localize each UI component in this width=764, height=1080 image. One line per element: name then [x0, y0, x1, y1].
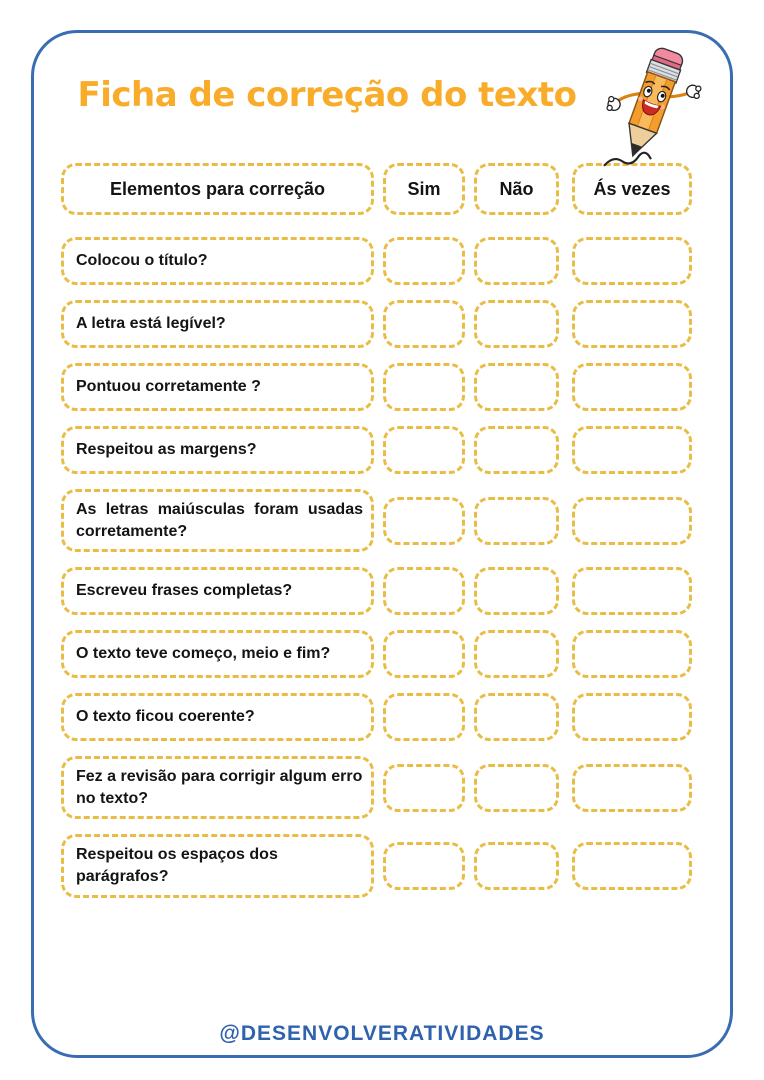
checkbox-cell-nao[interactable]: [474, 567, 559, 615]
header-nao: [474, 163, 559, 215]
question-row: [61, 426, 730, 474]
header-elements-label: Elementos para correção: [109, 178, 326, 199]
checkbox-cell-asvezes[interactable]: [572, 842, 692, 890]
question-row: [61, 756, 730, 819]
question-label: Escreveu frases completas?: [76, 582, 293, 600]
checkbox-cell-nao[interactable]: [474, 300, 559, 348]
checkbox-cell-sim[interactable]: [383, 842, 465, 890]
pencil-mascot-icon: [596, 41, 710, 173]
checkbox-cell-asvezes[interactable]: [572, 630, 692, 678]
checkbox-cell-asvezes[interactable]: [572, 567, 692, 615]
question-box: [61, 363, 374, 411]
question-box: [61, 693, 374, 741]
checkbox-cell-asvezes[interactable]: [572, 693, 692, 741]
checkbox-cell-asvezes[interactable]: [572, 497, 692, 545]
question-box: [61, 567, 374, 615]
checkbox-cell-nao[interactable]: [474, 497, 559, 545]
correction-table: [34, 163, 730, 898]
checkbox-cell-sim[interactable]: [383, 237, 465, 285]
header-sim: [383, 163, 465, 215]
footer-credit: @DESENVOLVERATIVIDADES: [219, 1022, 545, 1045]
header-sim-label: Sim: [407, 178, 441, 199]
checkbox-cell-asvezes[interactable]: [572, 764, 692, 812]
question-label: O texto ficou coerente?: [76, 708, 255, 726]
checkbox-cell-nao[interactable]: [474, 237, 559, 285]
page-border: [31, 30, 733, 1058]
question-label: As letras maiúsculas foram usadas corretamente?: [76, 501, 363, 540]
checkbox-cell-asvezes[interactable]: [572, 237, 692, 285]
checkbox-cell-nao[interactable]: [474, 426, 559, 474]
question-row: [61, 489, 730, 552]
header-asvezes-label: Ás vezes: [593, 178, 671, 199]
question-label: Colocou o título?: [76, 252, 208, 270]
question-row: [61, 693, 730, 741]
question-box: [61, 756, 374, 819]
question-box: [61, 834, 374, 897]
header-elements: [61, 163, 374, 215]
question-label: Fez a revisão para corrigir algum erro no texto?: [76, 768, 363, 807]
checkbox-cell-sim[interactable]: [383, 426, 465, 474]
question-label: Respeitou os espaços dos parágrafos?: [76, 846, 278, 885]
checkbox-cell-asvezes[interactable]: [572, 300, 692, 348]
checkbox-cell-sim[interactable]: [383, 630, 465, 678]
checkbox-cell-nao[interactable]: [474, 693, 559, 741]
question-row: [61, 237, 730, 285]
question-box: [61, 489, 374, 552]
checkbox-cell-nao[interactable]: [474, 363, 559, 411]
header-nao-label: Não: [499, 178, 534, 199]
question-row: [61, 834, 730, 897]
question-box: [61, 237, 374, 285]
checkbox-cell-sim[interactable]: [383, 497, 465, 545]
question-row: [61, 630, 730, 678]
checkbox-cell-sim[interactable]: [383, 300, 465, 348]
checkbox-cell-sim[interactable]: [383, 693, 465, 741]
page-title: Ficha de correção do texto: [77, 75, 577, 115]
checkbox-cell-sim[interactable]: [383, 567, 465, 615]
checkbox-cell-asvezes[interactable]: [572, 426, 692, 474]
checkbox-cell-nao[interactable]: [474, 764, 559, 812]
question-label: Pontuou corretamente ?: [76, 378, 261, 396]
question-label: A letra está legível?: [76, 315, 226, 333]
question-row: [61, 300, 730, 348]
checkbox-cell-sim[interactable]: [383, 363, 465, 411]
question-row: [61, 363, 730, 411]
question-label: Respeitou as margens?: [76, 441, 257, 459]
question-box: [61, 630, 374, 678]
checkbox-cell-nao[interactable]: [474, 842, 559, 890]
question-box: [61, 300, 374, 348]
question-box: [61, 426, 374, 474]
question-label: O texto teve começo, meio e fim?: [76, 645, 331, 663]
question-row: [61, 567, 730, 615]
checkbox-cell-sim[interactable]: [383, 764, 465, 812]
checkbox-cell-nao[interactable]: [474, 630, 559, 678]
checkbox-cell-asvezes[interactable]: [572, 363, 692, 411]
